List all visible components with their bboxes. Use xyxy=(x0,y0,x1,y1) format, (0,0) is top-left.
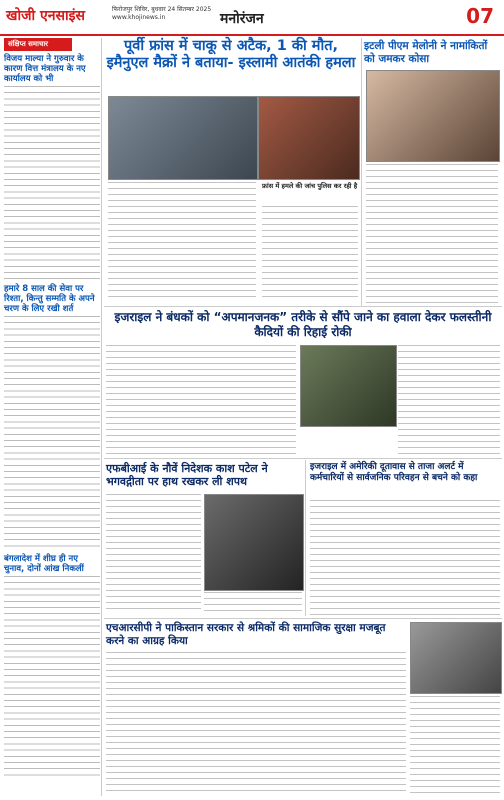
brief-story-2-body xyxy=(4,316,100,551)
lead-body-2 xyxy=(262,206,358,302)
meloni-photo xyxy=(366,70,500,162)
brand-name: खोजी एनसाइंस xyxy=(6,8,85,24)
brief-story-4-title: बंगलादेश में शीघ्र ही नए चुनाव, दोनों आंख निकलीं xyxy=(4,554,84,574)
brief-tab: संक्षिप्त समाचार xyxy=(4,38,72,51)
bottom-headline: एचआरसीपी ने पाकिस्तान सरकार से श्रमिकों की सामाजिक सुरक्षा मजबूत करने का आग्रह किया xyxy=(106,622,386,647)
bottom-photo xyxy=(410,622,502,694)
israel-body-2 xyxy=(398,345,500,455)
israel-body-1 xyxy=(106,345,296,455)
fbi-body-2 xyxy=(204,592,302,614)
right-top-body xyxy=(366,164,498,304)
brief-story-4-body xyxy=(4,576,100,776)
dateline: फिरोजपुर शिविर, बुधवार 24 सितम्बर 2025 www.khojinews.in xyxy=(112,6,212,21)
right-top-headline: इटली पीएम मेलोनी ने नामांकितों को जमकर कोसा xyxy=(364,40,488,65)
section-title: मनोरंजन xyxy=(220,11,264,27)
lead-photo-2 xyxy=(258,96,360,180)
bottom-body xyxy=(106,652,406,796)
brief-story-2-title: हमारे 8 साल की सेवा पर रिश्ता, किन्तु सम्मति के अपने चरण के लिए रखी शर्त xyxy=(4,284,95,314)
germany-subhead: इजराइल में अमेरिकी दूतावास से ताजा अलर्ट में कर्मचारियों से सार्वजनिक परिवहन से बचने को कहा xyxy=(310,462,478,483)
israel-headline: इजराइल ने बंधकों को “अपमानजनक” तरीके से सौंपे जाने का हवाला देकर फलस्तीनी कैदियों की रिहाई रोकी xyxy=(114,310,492,339)
bottom-right-body xyxy=(410,696,500,796)
lead-photo-1 xyxy=(108,96,258,180)
lead-caption: फ्रांस में हमले की जांच पुलिस कर रही है xyxy=(262,182,358,190)
brief-story-1-body xyxy=(4,86,100,281)
lead-headline: पूर्वी फ्रांस में चाकू से अटैक, 1 की मौत, इमैनुएल मैक्रों ने बताया- इस्लामी आतंकी हमला xyxy=(106,38,356,71)
page-number: 07 xyxy=(466,4,494,28)
lead-body-1 xyxy=(108,182,256,302)
israel-photo xyxy=(300,345,397,427)
brief-story-1-title: विजय माल्या ने गुरुवार के कारण वित्त मंत्रालय के नए कार्यालय को भी xyxy=(4,54,86,84)
masthead xyxy=(0,0,504,36)
fbi-body-1 xyxy=(106,494,201,614)
germany-body xyxy=(310,500,500,615)
patel-photo xyxy=(204,494,304,591)
left-column xyxy=(4,38,100,796)
fbi-headline: एफबीआई के नौवें निदेशक काश पटेल ने भगवद्गीता पर हाथ रखकर ली शपथ xyxy=(106,462,268,488)
